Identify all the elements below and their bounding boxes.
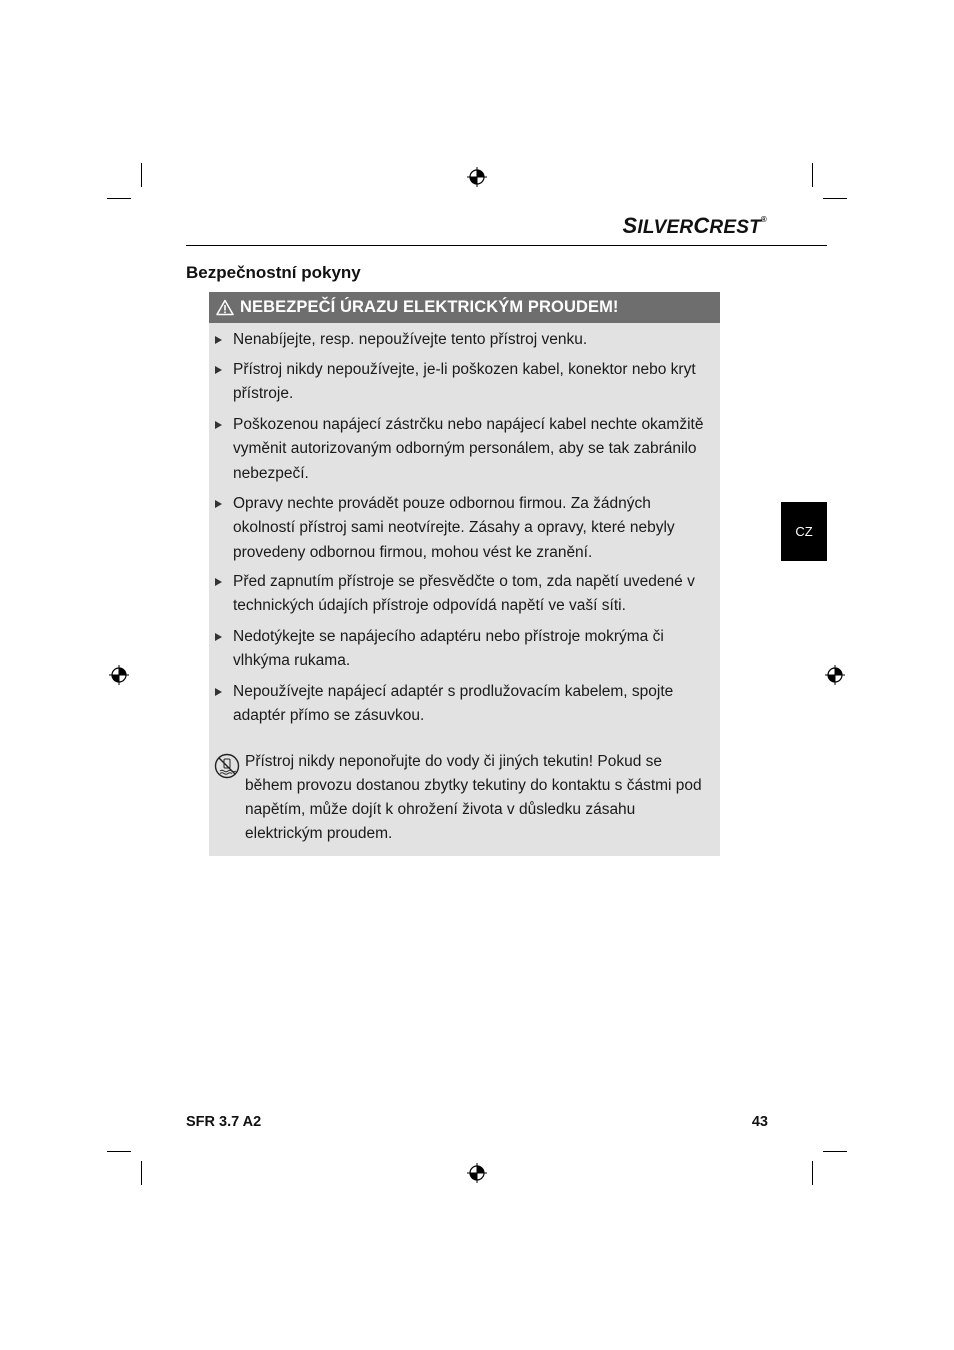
list-item-text: Přístroj nikdy nepoužívejte, je-li poškozen kabel, konektor nebo kryt přístroje.: [233, 361, 696, 403]
crop-mark: [812, 1161, 813, 1185]
list-item-text: Nenabíjejte, resp. nepoužívejte tento přístroj venku.: [233, 331, 588, 348]
crop-mark: [141, 1161, 142, 1185]
arrow-bullet-icon: [215, 366, 222, 374]
model-number: SFR 3.7 A2: [186, 1114, 262, 1130]
crop-mark: [823, 1151, 847, 1152]
warning-triangle-icon: [216, 299, 234, 316]
crop-mark: [812, 163, 813, 187]
crop-mark: [107, 1151, 131, 1152]
section-title: Bezpečnostní pokyny: [186, 263, 361, 282]
registration-mark-icon: [825, 665, 845, 685]
brand-logo: SILVERCREST®: [622, 213, 767, 238]
crop-mark: [141, 163, 142, 187]
header-divider: [186, 245, 827, 246]
list-item-text: Před zapnutím přístroje se přesvědčte o tom, zda napětí uvedené v technických údajích přístroje odpovídá napětí ve vaší síti.: [233, 573, 695, 615]
warning-heading-bar: [209, 292, 720, 323]
list-item-text: Poškozenou napájecí zástrčku nebo napájecí kabel nechte okamžitě vyměnit autorizovaným odborným personálem, aby se tak zabránilo nebezpečí.: [233, 416, 704, 482]
registration-mark-icon: [467, 1163, 487, 1183]
note-text: Přístroj nikdy neponořujte do vody či jiných tekutin! Pokud se během provozu dostanou zbytky tekutiny do kontaktu s částmi pod napětím, může dojít k ohrožení života v důsledku zásahu elektrickým proudem.: [245, 753, 702, 842]
language-tab: [781, 502, 827, 561]
warning-heading: NEBEZPEČÍ ÚRAZU ELEKTRICKÝM PROUDEM!: [240, 298, 619, 316]
list-item-text: Opravy nechte provádět pouze odbornou firmou. Za žádných okolností přístroj sami neotvírejte. Zásahy a opravy, které nebyly provedeny odbornou firmou, mohou vést ke zranění.: [233, 495, 675, 561]
warning-box: [209, 292, 720, 856]
language-tab-label: CZ: [795, 524, 813, 539]
arrow-bullet-icon: [215, 336, 222, 344]
arrow-bullet-icon: [215, 421, 222, 429]
no-water-immersion-icon: [214, 753, 240, 779]
list-item-text: Nedotýkejte se napájecího adaptéru nebo přístroje mokrýma či vlhkýma rukama.: [233, 628, 664, 670]
registration-mark-icon: [467, 167, 487, 187]
arrow-bullet-icon: [215, 500, 222, 508]
registration-mark-icon: [109, 665, 129, 685]
arrow-bullet-icon: [215, 578, 222, 586]
list-item-text: Nepoužívejte napájecí adaptér s prodlužovacím kabelem, spojte adaptér přímo se zásuvkou.: [233, 683, 674, 725]
crop-mark: [823, 198, 847, 199]
arrow-bullet-icon: [215, 688, 222, 696]
arrow-bullet-icon: [215, 633, 222, 641]
page-number: 43: [751, 1114, 768, 1130]
crop-mark: [107, 198, 131, 199]
